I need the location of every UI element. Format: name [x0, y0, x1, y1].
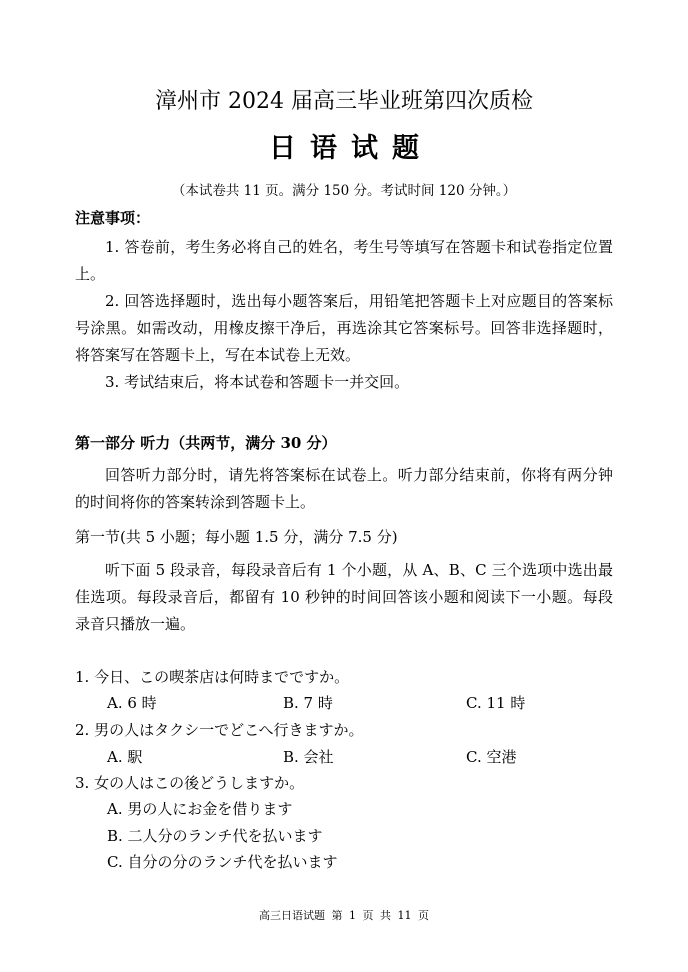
exam-info: （本试卷共 11 页。满分 150 分。考试时间 120 分钟。）	[171, 183, 517, 199]
notice-heading: 注意事项：	[75, 209, 151, 227]
part1-heading: 第一部分 听力（共两节，满分 30 分）	[75, 434, 337, 452]
section1-heading: 第一节(共 5 小题；每小题 1.5 分，满分 7.5 分)	[75, 528, 398, 546]
question-3-stem: 3. 女の人はこの後どうしますか。	[75, 774, 305, 792]
question-2-option-a: A. 駅	[107, 748, 143, 766]
notice-item-2: 2. 回答选择题时，选出每小题答案后，用铅笔把答题卡上对应题目的答案标号涂黑。如需改动，用橡皮擦干净后，再选涂其它答案标号。回答非选择题时，将答案写在答题卡上，写在本试卷上无效。	[75, 292, 613, 364]
notice-item-1: 1. 答卷前，考生务必将自己的姓名，考生号等填写在答题卡和试卷指定位置上。	[75, 238, 613, 283]
section1-instructions: 听下面 5 段录音，每段录音后有 1 个小题，从 A、B、C 三个选项中选出最佳选项。每段录音后，都留有 10 秒钟的时间回答该小题和阅读下一小题。每段录音只播放一遍。	[75, 561, 613, 633]
notice-item-3: 3. 考试结束后，将本试卷和答题卡一并交回。	[105, 373, 410, 391]
question-3-option-b: B. 二人分のランチ代を払います	[107, 827, 323, 845]
question-3-option-a: A. 男の人にお金を借ります	[107, 800, 293, 818]
question-3-option-c: C. 自分の分のランチ代を払います	[107, 853, 338, 871]
question-1-stem: 1. 今日、この喫茶店は何時までですか。	[75, 668, 350, 686]
question-2-stem: 2. 男の人はタクシ一でどこへ行きますか。	[75, 721, 364, 739]
question-2-option-b: B. 会社	[283, 748, 334, 766]
part1-intro: 回答听力部分时，请先将答案标在试卷上。听力部分结束前，你将有两分钟的时间将你的答案转涂到答题卡上。	[75, 466, 613, 511]
page-footer: 高三日语试题 第 1 页 共 11 页	[259, 909, 429, 922]
exam-title: 漳州市 2024 届高三毕业班第四次质检	[155, 89, 533, 114]
question-1-option-b: B. 7 時	[283, 694, 333, 712]
subject-title: 日语试题	[269, 133, 433, 164]
question-2-option-c: C. 空港	[466, 748, 517, 766]
question-1-option-a: A. 6 時	[107, 694, 157, 712]
question-1-option-c: C. 11 時	[466, 694, 526, 712]
